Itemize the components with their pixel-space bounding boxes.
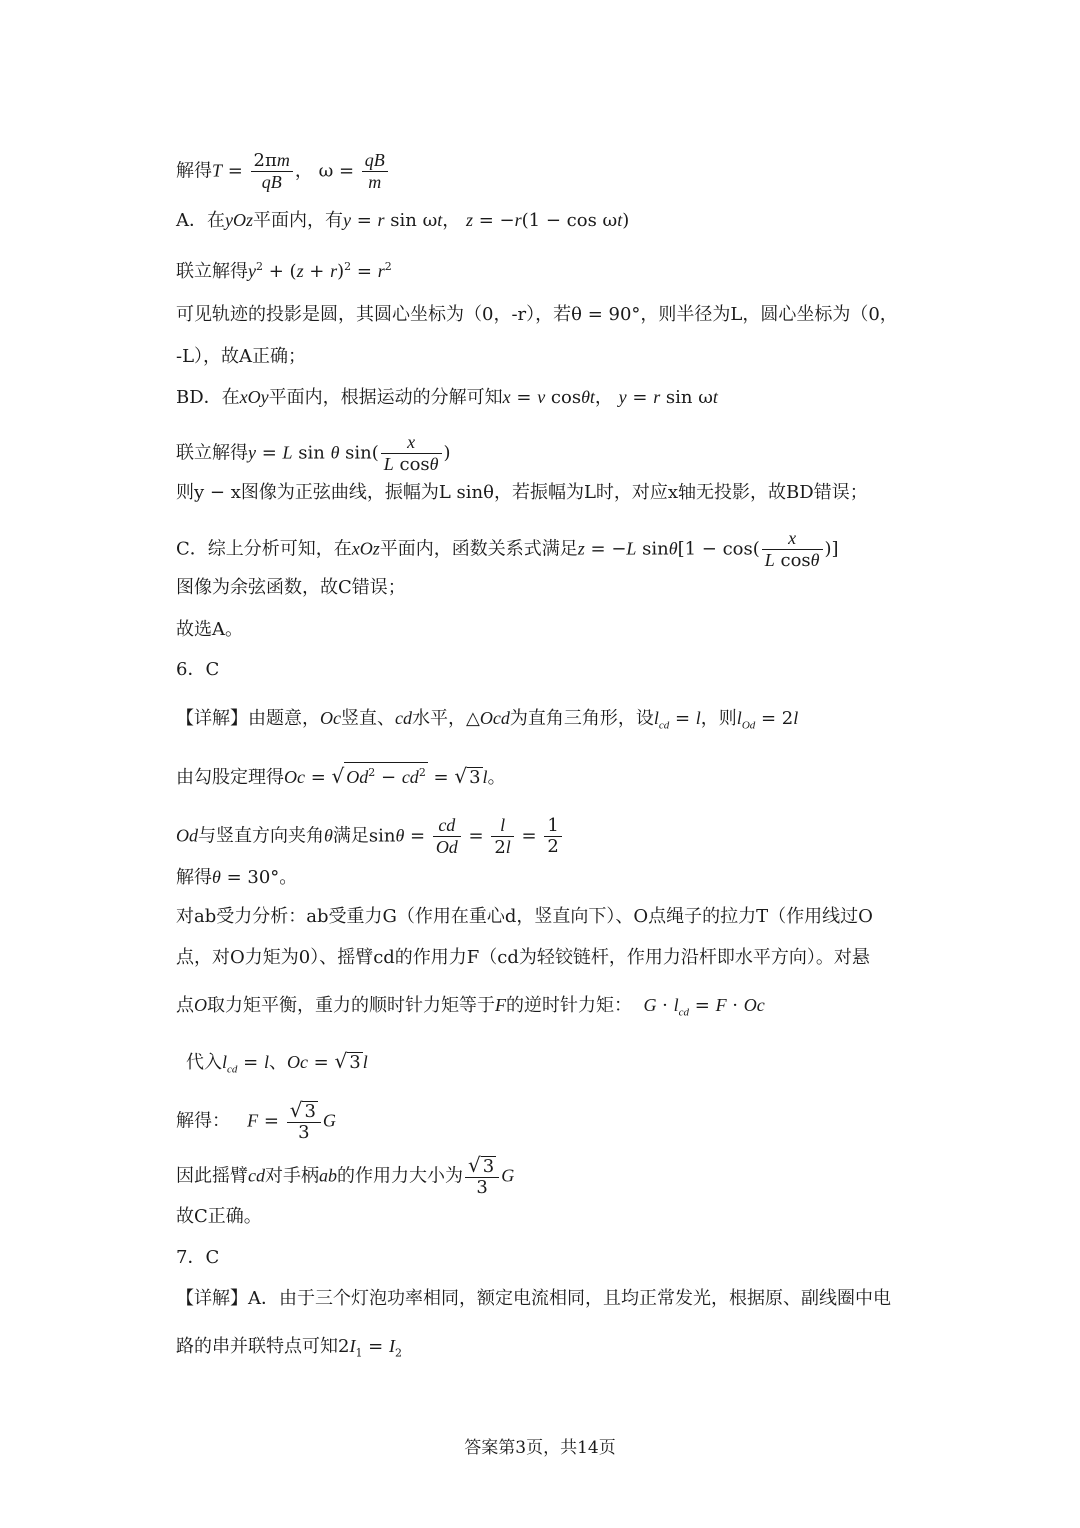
solution-line: 代入$l_{cd} = l$、Oc = √ 3 l [186, 1049, 368, 1076]
solution-line: 点O取力矩平衡，重力的顺时针力矩等于F的逆时针力矩： $G \cdot l_{cd} = F \cdot Oc$ [176, 995, 765, 1019]
solution-line: 解得： F = $\frac{√ 3}{3}$ G [176, 1098, 336, 1143]
solution-line: 联立解得y = L sin θ sin( $\frac{x}{\text{L cosθ}}$ ) [176, 432, 451, 475]
solution-line: 联立解得$y^2 + (z + r)^2 = r^2$ [176, 260, 392, 282]
solution-line: 则y − x图像为正弦曲线，振幅为L sinθ，若振幅为L时，对应x轴无投影，故BD错误； [176, 482, 868, 503]
solution-line: Od与竖直方向夹角θ满足sinθ = $\frac{cd}{Od}$ = $\frac{l}{2l}$ = $\frac{1}{2}$ [176, 815, 564, 858]
solution-line: 对ab受力分析：ab受重力G（作用在重心d，竖直向下）、O点绳子的拉力T（作用线过O [176, 906, 873, 927]
solution-line: BD．在xOy平面内，根据运动的分解可知x = v cosθt， y = r sin ωt [176, 387, 718, 408]
question-number: 7．C [176, 1247, 220, 1268]
solution-line: A．在yOz平面内，有y = r sin ωt， z = −r(1 − cos ωt) [176, 210, 630, 231]
solution-line: 故选A。 [176, 619, 243, 640]
solution-line: 【详解】由题意，Oc竖直、cd水平，△Ocd为直角三角形，设$l_{cd} = l$，则$l_{Od} = 2l$ [176, 708, 799, 732]
solution-line: C．综上分析可知，在xOz平面内，函数关系式满足z = −L sinθ[1 − cos( $\frac{x}{\text{L cosθ}}$ )] [176, 528, 839, 571]
solution-line: 故C正确。 [176, 1206, 262, 1227]
solution-line: 解得θ = 30°。 [176, 867, 298, 888]
solution-line: 点，对O力矩为0）、摇臂cd的作用力F（cd为轻铰链杆，作用力沿杆即水平方向）。对悬 [176, 947, 870, 968]
question-number: 6．C [176, 659, 220, 680]
solution-line: 可见轨迹的投影是圆，其圆心坐标为（0，-r），若θ = 90°，则半径为L，圆心坐标为（0， [176, 304, 898, 325]
solution-line: 因此摇臂cd对手柄ab的作用力大小为 $\frac{√ 3}{3}$ G [176, 1153, 515, 1198]
page-footer: 答案第3页，共14页 [464, 1438, 616, 1458]
solution-line: 由勾股定理得Oc = √ $Od^2 - cd^2$ = √ 3 l。 [176, 764, 506, 788]
solution-line: 解得T = $\frac{2\pi m}{qB}$ ， ω = $\frac{qB}{m}$ [176, 150, 390, 193]
solution-line: 图像为余弦函数，故C错误； [176, 577, 406, 598]
solution-line: 路的串并联特点可知$2I_1 = I_2$ [176, 1336, 402, 1360]
solution-line: 【详解】A．由于三个灯泡功率相同，额定电流相同，且均正常发光，根据原、副线圈中电 [176, 1288, 891, 1309]
solution-line: -L），故A正确； [176, 346, 307, 367]
